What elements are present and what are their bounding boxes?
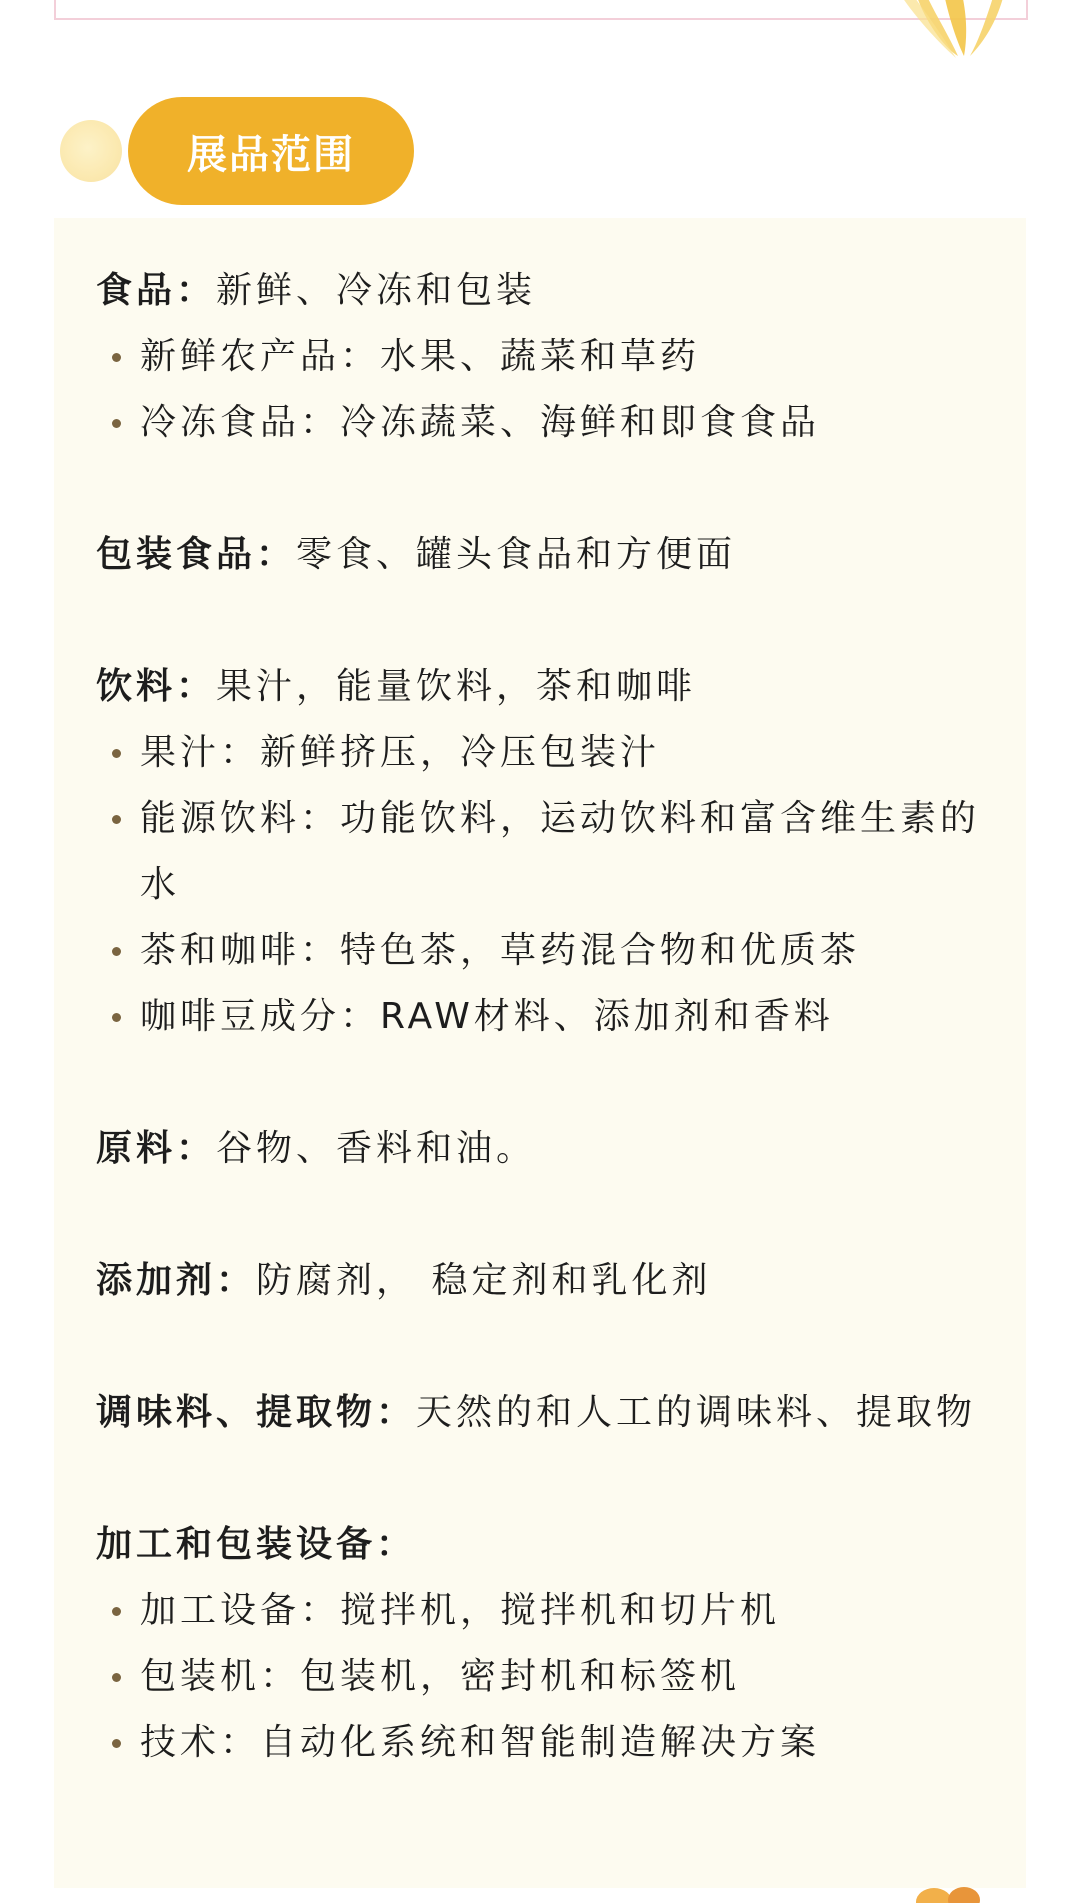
section-title: 展品范围 <box>187 131 355 178</box>
category-heading: 调味料、提取物： <box>96 1392 417 1433</box>
category-line <box>96 1380 992 1446</box>
category-heading: 原料： <box>96 1128 217 1169</box>
category-text: 防腐剂， 稳定剂和乳化剂 <box>256 1260 712 1301</box>
exhibits-content <box>96 258 992 1776</box>
header-decoration-dot <box>60 120 122 182</box>
list-item: 冷冻食品：冷冻蔬菜、海鲜和即食食品 <box>96 390 992 456</box>
list-item: 新鲜农产品：水果、蔬菜和草药 <box>96 324 992 390</box>
category-text: 零食、罐头食品和方便面 <box>296 534 737 575</box>
list-item: 加工设备：搅拌机，搅拌机和切片机 <box>96 1578 992 1644</box>
spacer <box>96 1446 992 1512</box>
category-heading: 包装食品： <box>96 534 297 575</box>
category-line <box>96 522 992 588</box>
list-item: 果汁：新鲜挤压，冷压包装汁 <box>96 720 992 786</box>
wheat-decoration-icon <box>886 0 1006 64</box>
category-text: 果汁，能量饮料，茶和咖啡 <box>216 666 697 707</box>
spacer <box>96 1050 992 1116</box>
spacer <box>96 1182 992 1248</box>
category-text: 谷物、香料和油。 <box>216 1128 537 1169</box>
category-heading: 饮料： <box>96 666 217 707</box>
category-line <box>96 1512 992 1578</box>
spacer <box>96 588 992 654</box>
previous-card-frame <box>54 0 1028 20</box>
spacer <box>96 456 992 522</box>
list-item: 咖啡豆成分：RAW材料、添加剂和香料 <box>96 984 992 1050</box>
category-heading: 加工和包装设备： <box>96 1524 417 1565</box>
list-item: 包装机：包装机，密封机和标签机 <box>96 1644 992 1710</box>
list-item: 技术：自动化系统和智能制造解决方案 <box>96 1710 992 1776</box>
category-heading: 食品： <box>96 270 217 311</box>
category-text: 新鲜、冷冻和包装 <box>216 270 537 311</box>
list-item: 能源饮料：功能饮料，运动饮料和富含维生素的水 <box>96 786 992 918</box>
spacer <box>96 1314 992 1380</box>
leaf-decoration-icon <box>912 1880 1012 1903</box>
category-heading: 添加剂： <box>96 1260 257 1301</box>
category-text: 天然的和人工的调味料、提取物 <box>416 1392 977 1433</box>
list-item: 茶和咖啡：特色茶，草药混合物和优质茶 <box>96 918 992 984</box>
section-header-pill <box>128 97 414 205</box>
category-line <box>96 1248 992 1314</box>
category-line <box>96 1116 992 1182</box>
category-line <box>96 654 992 720</box>
category-line <box>96 258 992 324</box>
